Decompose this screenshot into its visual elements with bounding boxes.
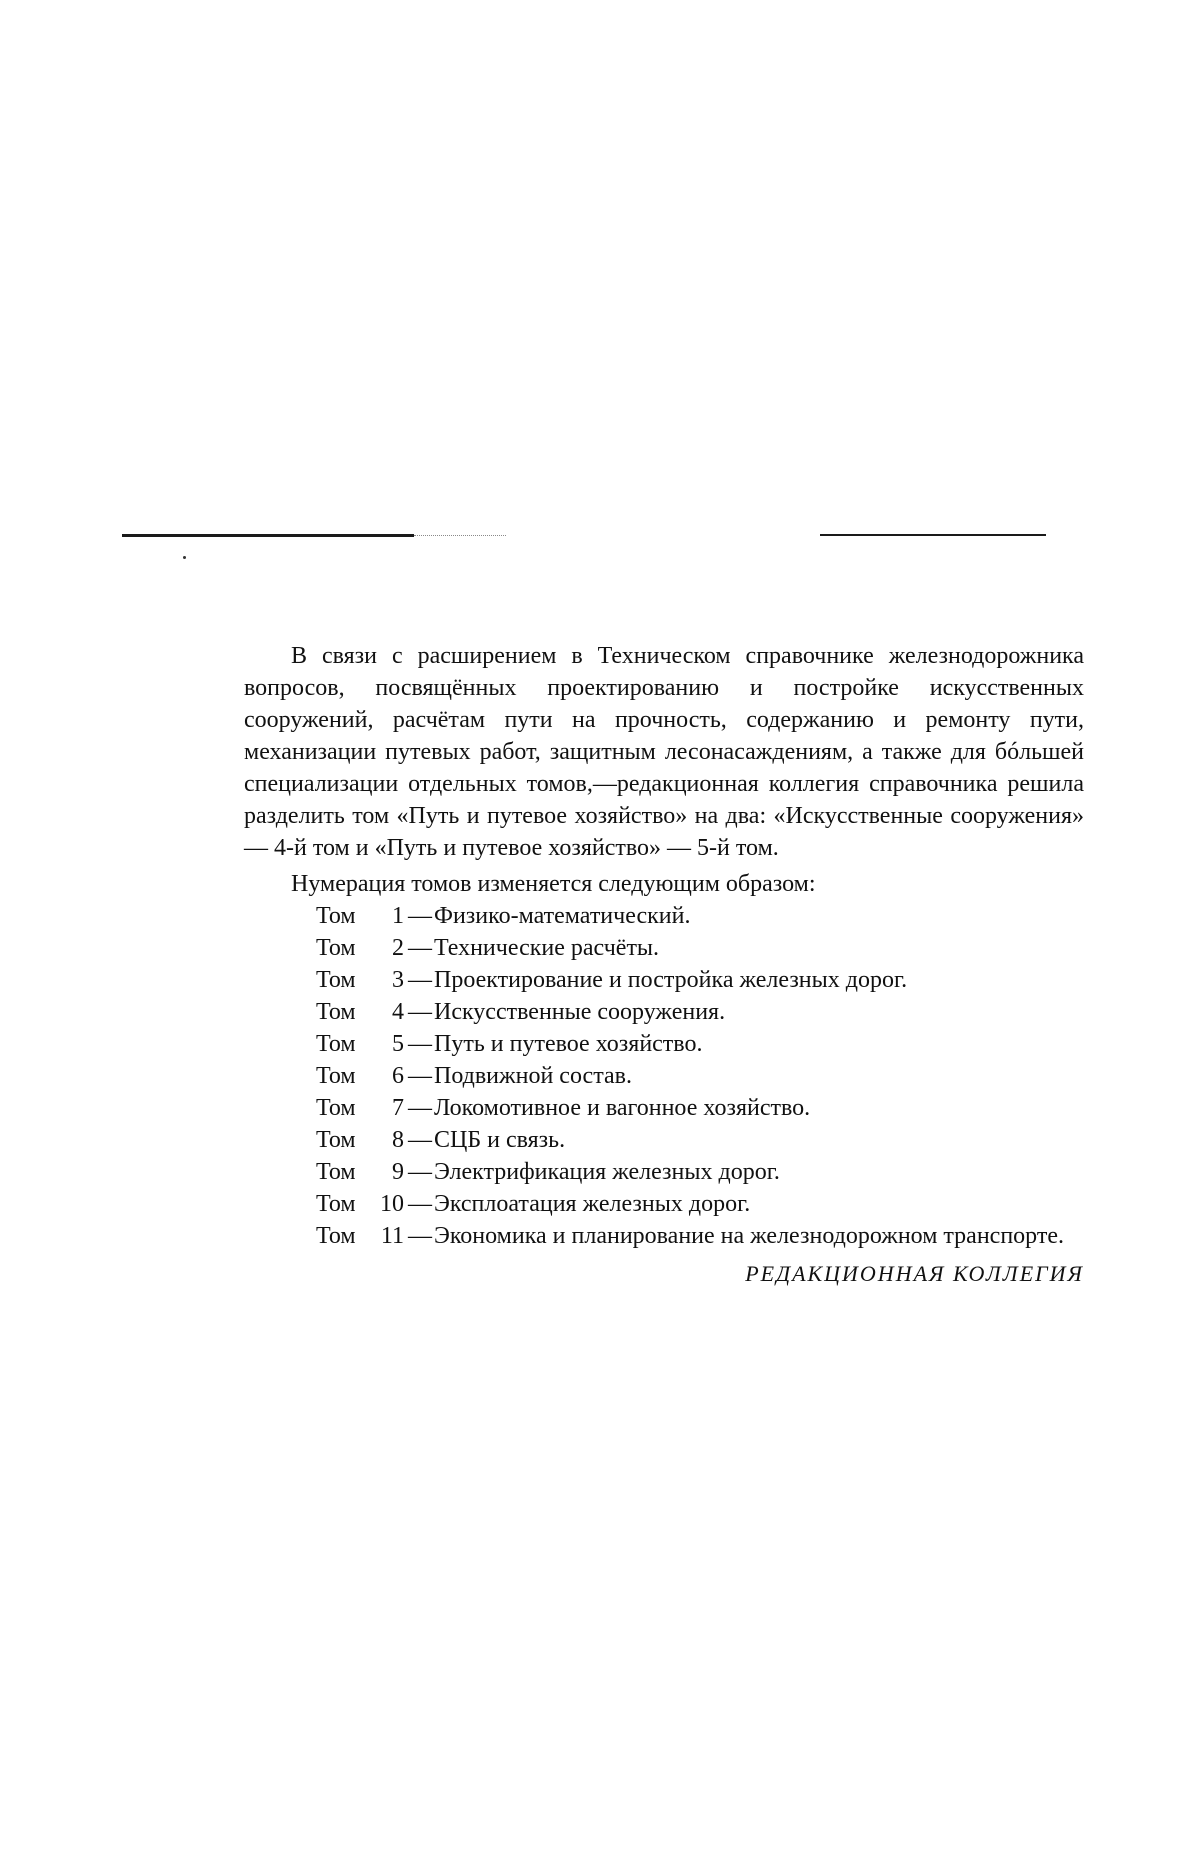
volume-word: Том bbox=[316, 1031, 356, 1057]
volume-word: Том bbox=[316, 1095, 356, 1121]
volume-title: Технические расчёты. bbox=[434, 935, 660, 961]
volume-title: Путь и путевое хозяйство. bbox=[434, 1031, 703, 1057]
volume-title: Подвижной состав. bbox=[434, 1063, 632, 1089]
volume-item bbox=[316, 1124, 1084, 1156]
volume-dash: — bbox=[408, 1223, 432, 1249]
editorial-notice bbox=[244, 640, 1084, 1290]
volume-number: 1 bbox=[392, 903, 404, 929]
volume-item bbox=[316, 1188, 1084, 1220]
print-speck bbox=[183, 556, 186, 559]
notice-paragraph: В связи с расширением в Техническом справочнике железнодорожника вопросов, посвящённых проектированию и постройке искусственных сооружений, расчётам пути на прочность, содержанию и ремонту пути, механизации путевых работ, защитным лесонасаждениям, а также для бóльшей специализации отдельных томов,—редакционная коллегия справочника решила разделить том «Путь и путевое хозяйство» на два: «Искусственные сооружения» — 4-й том и «Путь и путевое хозяйство» — 5-й том. bbox=[244, 643, 1084, 861]
volume-item bbox=[316, 964, 1084, 996]
volume-dash: — bbox=[408, 1063, 432, 1089]
top-rule-faded bbox=[414, 535, 506, 536]
volume-number: 4 bbox=[392, 999, 404, 1025]
volume-dash: — bbox=[408, 1095, 432, 1121]
volume-item bbox=[316, 932, 1084, 964]
volume-dash: — bbox=[408, 935, 432, 961]
volume-dash: — bbox=[408, 1191, 432, 1217]
volume-title: Электрификация железных дорог. bbox=[434, 1159, 780, 1185]
volume-number: 5 bbox=[392, 1031, 404, 1057]
volume-number: 2 bbox=[392, 935, 404, 961]
volume-word: Том bbox=[316, 1159, 356, 1185]
volume-item bbox=[316, 1028, 1084, 1060]
volume-number: 6 bbox=[392, 1063, 404, 1089]
volume-item bbox=[316, 900, 1084, 932]
volume-item bbox=[316, 1220, 1084, 1252]
volume-number: 8 bbox=[392, 1127, 404, 1153]
volume-title: Локомотивное и вагонное хозяйство. bbox=[434, 1095, 811, 1121]
volume-word: Том bbox=[316, 1223, 356, 1249]
volume-word: Том bbox=[316, 935, 356, 961]
volume-title: Экономика и планирование на железнодорожном транспорте. bbox=[434, 1223, 1064, 1249]
volume-word: Том bbox=[316, 967, 356, 993]
volume-item bbox=[316, 1060, 1084, 1092]
volume-word: Том bbox=[316, 1191, 356, 1217]
volume-number: 7 bbox=[392, 1095, 404, 1121]
top-rule-left bbox=[122, 534, 414, 537]
volume-dash: — bbox=[408, 1127, 432, 1153]
volume-number: 10 bbox=[380, 1191, 404, 1217]
volume-title: Эксплоатация железных дорог. bbox=[434, 1191, 751, 1217]
volume-number: 3 bbox=[392, 967, 404, 993]
volume-item bbox=[316, 1156, 1084, 1188]
top-rule-right bbox=[820, 534, 1046, 536]
volume-dash: — bbox=[408, 903, 432, 929]
volume-item bbox=[316, 996, 1084, 1028]
volume-dash: — bbox=[408, 1031, 432, 1057]
list-intro: Нумерация томов изменяется следующим образом: bbox=[291, 871, 816, 897]
volume-dash: — bbox=[408, 967, 432, 993]
volume-title: Проектирование и постройка железных дорог. bbox=[434, 967, 908, 993]
volume-title: Физико-математический. bbox=[434, 903, 691, 929]
volume-word: Том bbox=[316, 903, 356, 929]
volume-dash: — bbox=[408, 999, 432, 1025]
volume-title: Искусственные сооружения. bbox=[434, 999, 726, 1025]
volume-word: Том bbox=[316, 1063, 356, 1089]
volume-list bbox=[244, 900, 1084, 1252]
editorial-signature: РЕДАКЦИОННАЯ КОЛЛЕГИЯ bbox=[745, 1261, 1084, 1286]
volume-number: 9 bbox=[392, 1159, 404, 1185]
volume-dash: — bbox=[408, 1159, 432, 1185]
volume-word: Том bbox=[316, 1127, 356, 1153]
volume-word: Том bbox=[316, 999, 356, 1025]
volume-item bbox=[316, 1092, 1084, 1124]
volume-title: СЦБ и связь. bbox=[434, 1127, 566, 1153]
volume-number: 11 bbox=[380, 1223, 404, 1249]
